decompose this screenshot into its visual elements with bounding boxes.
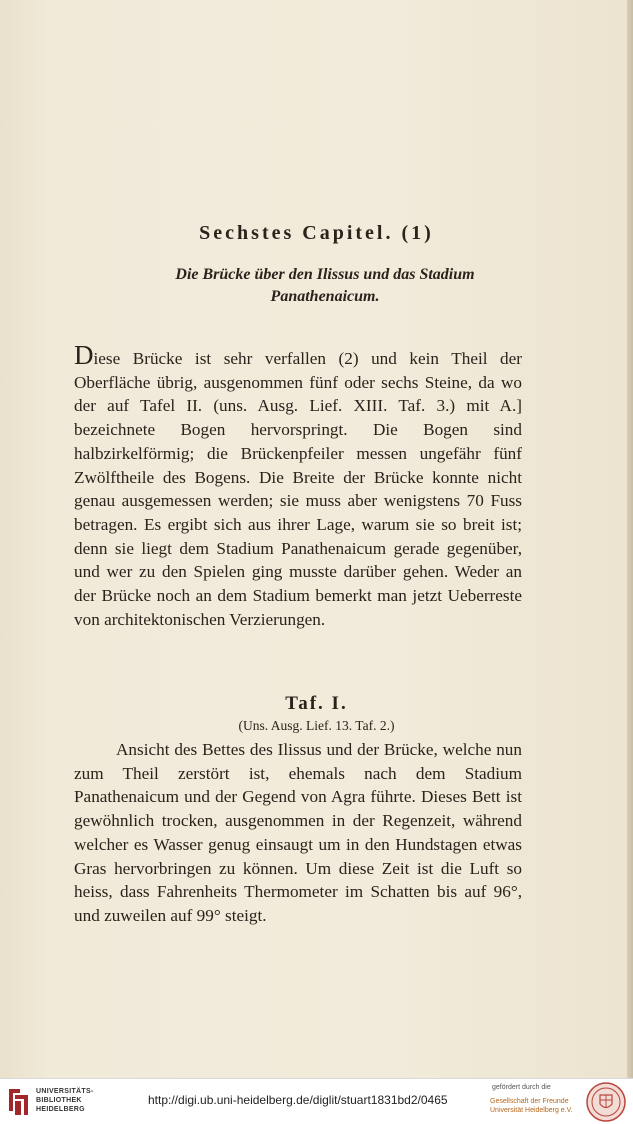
- library-name-line2: BIBLIOTHEK: [36, 1097, 82, 1104]
- page-edge: [627, 0, 633, 1078]
- show-through-text: [60, 55, 580, 355]
- paragraph-bridge: [74, 340, 522, 631]
- drop-cap: D: [74, 340, 94, 370]
- sponsor-label: gefördert durch die: [492, 1084, 551, 1091]
- sponsor-name-line1: Gesellschaft der Freunde: [490, 1098, 569, 1105]
- chapter-subtitle-line1: Die Brücke über den Ilissus und das Stadium: [175, 266, 475, 283]
- permalink-url[interactable]: http://digi.ub.uni-heidelberg.de/diglit/stuart1831bd2/0465: [148, 1093, 448, 1107]
- sponsor-name-line2: Universität Heidelberg e.V.: [490, 1107, 573, 1114]
- university-library-logo-icon: [6, 1087, 32, 1117]
- paragraph-bridge-text: iese Brücke ist sehr verfallen (2) und kein Theil der Oberfläche übrig, ausgenommen fünf oder sechs Steine, da wo der auf Tafel II. (uns. Ausg. Lief. XIII. Taf. 3.) mit A.] bezeichnete Bogen hervorspringt. Die Bogen sind halbzirkelförmig; die Brückenpfeiler messen ungefähr fünf Zwölftheile des Bogens. Die Breite der Brücke konnte nicht genau ausgemessen werden; sie muss aber wenigstens 70 Fuss betragen. Es ergibt sich aus ihrer Lage, warum sie so breit ist; denn sie liegt dem Stadium Panathenaicum gerade gegenüber, und wer zu den Spielen ging musste darüber gehen. Weder an der Brücke noch an dem Stadium bemerkt man jetzt Ueberreste von architektonischen Verzierungen.: [74, 349, 522, 629]
- viewer-footer: [0, 1078, 633, 1124]
- sponsor-name: [490, 1097, 573, 1115]
- paragraph-plate-description: Ansicht des Bettes des Ilissus und der Brücke, welche nun zum Theil zerstört ist, ehemals nach dem Stadium Panathenaicum und der Gegend von Agra führte. Dieses Bett ist gewöhnlich trocken, ausgenommen in der Regenzeit, während welcher es Wasser genug einsaugt um in den Hundstagen etwas Gras hervorbringen zu können. Um diese Zeit ist die Luft so heiss, dass Fahrenheits Thermometer im Schatten bis auf 96°, und zuweilen auf 99° steigt.: [74, 740, 522, 925]
- chapter-subtitle: [70, 264, 580, 308]
- university-seal-icon: [586, 1082, 626, 1122]
- library-name: [36, 1087, 94, 1114]
- plate-reference: (Uns. Ausg. Lief. 13. Taf. 2.): [238, 718, 395, 733]
- library-name-line3: HEIDELBERG: [36, 1106, 85, 1113]
- plate-heading: Taf. I.: [285, 693, 348, 714]
- library-name-line1: UNIVERSITÄTS-: [36, 1088, 94, 1095]
- chapter-subtitle-line2: Panathenaicum.: [270, 288, 380, 305]
- chapter-title: Sechstes Capitel. (1): [199, 222, 434, 244]
